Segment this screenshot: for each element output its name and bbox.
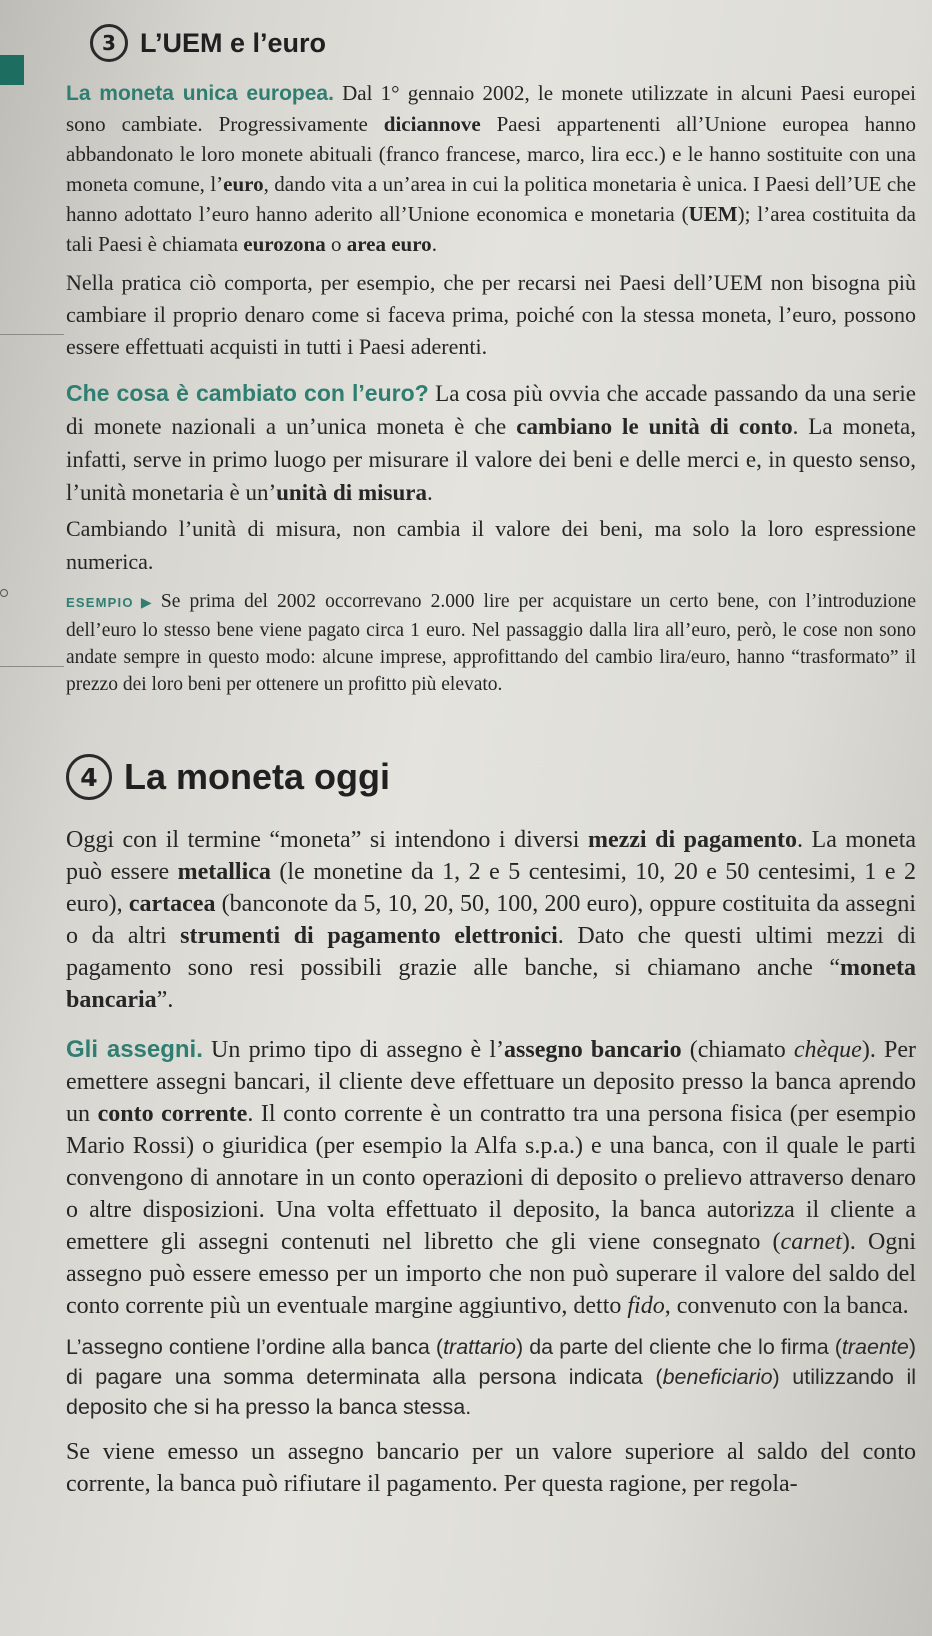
bold-term: unità di misura [276,480,427,505]
definition-paragraph [66,1332,916,1422]
paragraph [66,78,916,259]
text: Un primo tipo di assegno è l’ [202,1037,505,1063]
bold-term: moneta bancaria [66,955,916,1013]
text: (chiamato [681,1037,794,1063]
section-title: La moneta oggi [124,756,391,797]
example-box [66,588,916,698]
margin-rule [0,666,64,667]
paragraph: Nella pratica ciò comporta, per esempio, che per recarsi nei Paesi dell’UEM non bisogna più cambiare il proprio denaro come si faceva prima, poiché con la stessa moneta, l’euro, possono essere effettuati acquisti in tutti i Paesi aderenti. [66,270,916,359]
italic-term: beneficiario [662,1365,773,1389]
bold-term: assegno bancario [504,1037,682,1063]
italic-term: traente [841,1335,909,1359]
bold-term: eurozona [243,232,326,256]
text: ). Ogni assegno può essere emesso per un importo che non può superare il valore del saldo del conto corrente più un eventuale margine aggiuntivo, detto [66,1229,916,1319]
arrow-icon: ▶ [136,596,156,611]
text: ); l’area costituita da tali Paesi è chiamata [66,202,916,256]
text: . La moneta, infatti, serve in primo luogo per misurare il valore dei beni e delle merci e, in questo senso, l’unità monetaria è un’ [66,414,916,505]
paragraph [66,824,916,1016]
bold-term: mezzi di pagamento [587,827,797,853]
bold-term: metallica [177,859,271,885]
margin-dot [0,589,8,597]
italic-term: trattario [443,1335,516,1359]
text: La cosa più ovvia che accade passando da una serie di monete nazionali a un’unica moneta è che [66,381,916,439]
text: . [431,232,437,256]
bold-term: UEM [688,202,738,226]
section-3-heading [90,24,916,62]
text: (banconote da 5, 10, 20, 50, 100, 200 euro), oppure costituita da assegni o da altri [66,891,917,949]
text: . La moneta può essere [66,827,917,885]
text: ) da parte del cliente che lo firma ( [515,1335,842,1359]
text: , dando vita a un’area in cui la politica monetaria è unica. I Paesi dell’UE che hanno adottato l’euro hanno aderito all’Unione economica e monetaria ( [66,172,916,226]
italic-term: carnet [780,1229,842,1255]
italic-term: chèque [793,1037,862,1063]
text: , convenuto con la banca. [664,1293,909,1319]
bold-term: strumenti di pagamento elettronici [180,923,558,949]
paragraph [66,377,916,509]
example-label: ESEMPIO [66,595,134,610]
text: L’assegno contiene l’ordine alla banca ( [66,1335,444,1359]
paragraph [66,1034,916,1322]
bold-term: cartacea [128,891,216,917]
page-content [66,24,916,1500]
text: ) di pagare una somma determinata alla persona indicata ( [66,1335,917,1389]
bold-term: conto corrente [97,1101,248,1127]
text: ). Per emettere assegni bancari, il cliente deve effettuare un deposito presso la banca aprendo un [66,1037,916,1127]
paragraph: Cambiando l’unità di misura, non cambia il valore dei beni, ma solo la loro espressione numerica. [66,516,916,574]
text: Oggi con il termine “moneta” si intendono i diversi [66,827,588,853]
bold-term: cambiano le unità di conto [516,414,793,439]
text: Paesi appartenenti all’Unione europea hanno abbandonato le loro monete abituali (franco francese, marco, lira ecc.) e le hanno sostituite con una moneta comune, l’ [66,112,916,196]
paragraph-lead: La moneta unica europea. [66,82,334,105]
text: Dal 1° gennaio 2002, le monete utilizzate in alcuni Paesi europei sono cambiate. Progressivamente [66,81,916,136]
text: . Dato che questi ultimi mezzi di pagamento sono resi possibili grazie alle banche, si chiamano anche “ [66,923,916,981]
section-number: 3 [90,24,128,62]
text: . [426,480,433,505]
text: ) utilizzando il deposito che si ha presso la banca stessa. [66,1365,916,1419]
text: ”. [156,987,174,1013]
section-number: 4 [66,754,112,800]
paragraph-lead: Che cosa è cambiato con l’euro? [66,380,429,406]
text: . Il conto corrente è un contratto tra una persona fisica (per esempio Mario Rossi) o giuridica (per esempio la Alfa s.p.a.) e una banca, con il quale le parti convengono di annotare in un conto operazioni di deposito o prelievo attraverso denaro o altre disposizioni. Una volta effettuato il deposito, la banca autorizza il cliente a emettere gli assegni contenuti nel libretto che gli viene consegnato ( [66,1101,916,1255]
chapter-tab [0,55,24,85]
bold-term: euro [223,172,264,196]
paragraph: Se viene emesso un assegno bancario per un valore superiore al saldo del conto corrente, la banca può rifiutare il pagamento. Per questa ragione, per regola- [66,1439,916,1497]
text: o [325,232,347,256]
paragraph-lead: Gli assegni. [66,1036,203,1063]
example-text: Se prima del 2002 occorrevano 2.000 lire per acquistare un certo bene, con l’introduzione dell’euro lo stesso bene viene pagato circa 1 euro. Nel passaggio dalla lira all’euro, però, le cose non sono andate sempre in questo modo: alcune imprese, approfittando del cambio lira/euro, hanno “trasformato” il prezzo dei loro beni per ottenere un profitto più elevato. [66,591,916,695]
section-title: L’UEM e l’euro [140,27,327,58]
section-4-heading [66,754,916,800]
bold-term: area euro [346,232,432,256]
italic-term: fido [627,1293,665,1319]
bold-term: diciannove [383,112,481,136]
text: (le monetine da 1, 2 e 5 centesimi, 10, 20 e 50 centesimi, 1 e 2 euro), [66,859,916,917]
margin-rule [0,334,64,335]
